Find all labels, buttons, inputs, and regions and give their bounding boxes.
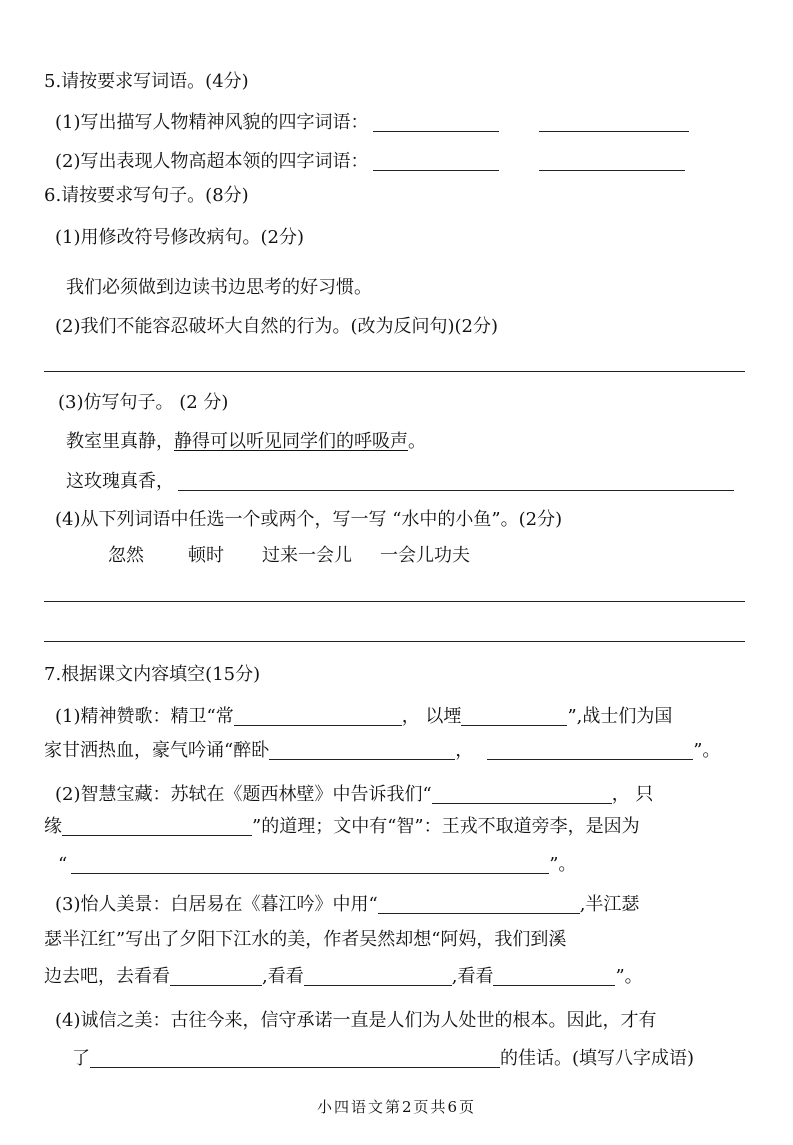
q5-part1 (55, 111, 689, 135)
answer-line[interactable] (44, 601, 745, 602)
q6-part3-example (66, 430, 426, 454)
answer-blank[interactable] (461, 707, 567, 726)
text-segment: ”。 (615, 966, 643, 987)
q7-part1-line1 (55, 705, 672, 729)
answer-blank[interactable] (373, 113, 499, 132)
answer-blank[interactable] (378, 895, 580, 914)
q6-title: 6.请按要求写句子。(8分) (44, 185, 249, 206)
answer-blank[interactable] (71, 855, 549, 874)
text-segment: ， (455, 740, 474, 761)
text-segment: ,看看 (262, 966, 304, 987)
q6-part1-sentence: 我们必须做到边读书边思考的好习惯。 (66, 277, 372, 298)
text-segment: ”的道理；文中有“智”：王戎不取道旁李，是因为 (252, 816, 640, 837)
answer-blank[interactable] (304, 967, 452, 986)
q7-part2-line3 (58, 853, 576, 877)
answer-blank[interactable] (539, 152, 685, 171)
answer-blank[interactable] (62, 817, 252, 836)
word-item: 忽然 (108, 545, 144, 566)
word-item: 一会儿功夫 (380, 545, 470, 566)
example-underlined-text: 静得可以听见同学们的呼吸声 (174, 431, 408, 452)
text-segment: ”。 (549, 854, 577, 875)
answer-blank[interactable] (178, 472, 734, 491)
q5-part2 (55, 150, 685, 174)
word-list (108, 544, 470, 568)
text-segment: 边去吧，去看看 (44, 966, 170, 987)
q5-title: 5.请按要求写词语。(4分) (44, 71, 249, 92)
q6-part1-label: (1)用修改符号修改病句。(2分) (55, 227, 304, 248)
q7-part2-line2 (44, 815, 640, 839)
text-segment: (3)怡人美景：白居易在《暮江吟》中用“ (55, 894, 378, 915)
q7-part1-line2 (44, 739, 720, 763)
text-segment: “ (58, 854, 68, 875)
q7-part4-line1: (4)诚信之美：古往今来，信守承诺一直是人们为人处世的根本。因此，才有 (55, 1010, 657, 1031)
q6-part4-label: (4)从下列词语中任选一个或两个，写一写 “水中的小鱼”。(2分) (55, 509, 563, 530)
answer-blank[interactable] (432, 785, 612, 804)
example-text: 。 (408, 431, 426, 452)
q6-part2-label: (2)我们不能容忍破坏大自然的行为。(改为反问句)(2分) (55, 316, 499, 337)
page-footer: 小四语文第2页共6页 (316, 1098, 477, 1116)
example-text: 教室里真静， (66, 431, 174, 452)
answer-line[interactable] (44, 641, 745, 642)
q7-part2-line1 (55, 783, 653, 807)
q7-part3-line2: 瑟半江红”写出了夕阳下江水的美，作者吴然却想“阿妈，我们到溪 (44, 929, 567, 950)
text-segment: (2)智慧宝藏：苏轼在《题西林壁》中告诉我们“ (55, 784, 432, 805)
answer-blank[interactable] (90, 1049, 500, 1068)
q5-part1-label: (1)写出描写人物精神风貌的四字词语： (55, 112, 369, 133)
q7-title: 7.根据课文内容填空(15分) (44, 664, 261, 685)
text-segment: ,半江瑟 (579, 894, 640, 915)
q5-part2-label: (2)写出表现人物高超本领的四字词语： (55, 151, 369, 172)
answer-blank[interactable] (487, 741, 693, 760)
text-segment: ”。 (693, 740, 721, 761)
text-segment: ,看看 (451, 966, 494, 987)
q6-part3-prompt (66, 470, 734, 494)
text-segment: ， 以堙 (401, 706, 462, 727)
answer-blank[interactable] (269, 741, 455, 760)
answer-blank[interactable] (373, 152, 499, 171)
answer-blank[interactable] (539, 113, 689, 132)
q7-part3-line3 (44, 965, 643, 989)
q7-part3-line1 (55, 893, 639, 917)
answer-blank[interactable] (170, 967, 262, 986)
word-item: 过来一会儿 (262, 545, 352, 566)
text-segment: ， 只 (611, 784, 654, 805)
text-segment: 缘 (44, 816, 62, 837)
answer-blank[interactable] (493, 967, 615, 986)
text-segment: 的佳话。(填写八字成语) (500, 1048, 695, 1069)
text-segment: 了 (72, 1048, 90, 1069)
word-item: 顿时 (188, 545, 224, 566)
text-segment: (1)精神赞歌：精卫“常 (55, 706, 234, 727)
answer-blank[interactable] (234, 707, 402, 726)
text-segment: 家甘洒热血，豪气吟诵“醉卧 (44, 740, 270, 761)
text-segment: ”,战士们为国 (567, 706, 673, 727)
q7-part4-line2 (72, 1047, 694, 1071)
prompt-text: 这玫瑰真香， (66, 471, 174, 492)
answer-line[interactable] (44, 371, 745, 372)
q6-part3-label: (3)仿写句子。 (2 分) (58, 392, 229, 413)
